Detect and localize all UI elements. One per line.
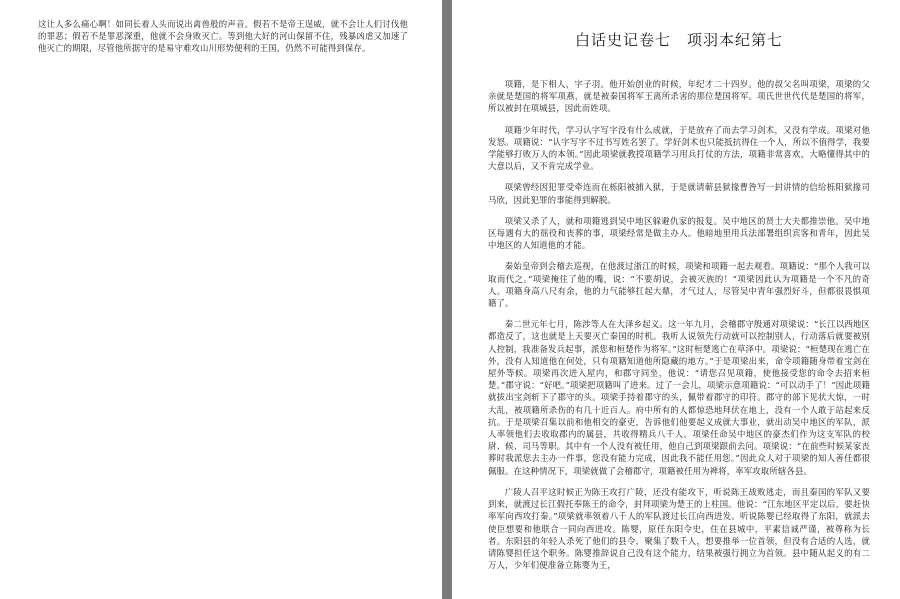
paragraph: 秦始皇帝到会稽去巡视，在他渡过浙江的时候，项梁和项籍一起去观看。项籍说：“那个人我可以取而代之。”项梁掩住了他的嘴，说：“不要胡说，会被灭族的！”项梁因此认为项籍是一个不凡的奇人。项籍身高八尺有余，他的力气能够扛起大鼎，才气过人，尽管吴中青年强烈好斗，但都很畏惧项籍了。	[488, 261, 870, 309]
paragraph: 项籍少年时代，学习认字写字没有什么成就，于是放弃了而去学习剑术，又没有学成。项梁对他发怒。项籍说：“认字写字不过书写姓名罢了。学好剑术也只能抵抗得住一个人，所以不值得学，我要学能够打败万人的本领。”因此项梁就教授项籍学习用兵打仗的方法，项籍非常喜欢，大略懂得其中的大意以后，又不肯完成学业。	[488, 124, 870, 172]
paragraph: 广陵人召平这时候正为陈王攻打广陵，还没有能攻下，听说陈王战败逃走，而且秦国的军队又要到来，就渡过长江假托奉陈王的命令，封拜项梁为楚王的上柱国。他说：“江东地区平定以后，要赶快率军向西攻打秦。”项梁就率领着八千人的军队渡过长江向西进发。听说陈婴已经取得了东阳，就派去使臣想要和他联合一同向西进攻。陈婴，原任东阳令史，住在县城中，平素信诚严谨，被尊称为长者。东阳县的年轻人杀死了他们的县令，聚集了数千人，想要推举一位首领，但没有合适的人选，就请陈婴担任这个职务。陈婴推辞说自己没有这个能力，结果被强行拥立为首领。县中随从起义的有二万人，少年们便准备立陈婴为王，	[488, 486, 870, 571]
page-gutter	[442, 0, 452, 599]
paragraph: 项籍，是下相人，字子羽。他开始创业的时候，年纪才二十四岁。他的叔父名叫项梁，项梁的父亲就是楚国的将军项燕，就是被秦国将军王离所杀害的那位楚国将军。项氏世世代代是楚国的将军，所以被封在项城县，因此而姓项。	[488, 79, 870, 114]
paragraph: 项梁又杀了人，就和项籍逃到吴中地区躲避仇家的报复。吴中地区的贤士大夫都推崇他。吴中地区每遇有大的徭役和丧葬的事，项梁经常是做主办人。他暗地里用兵法部署组织宾客和青年，因此吴中地区的人知道他的才能。	[488, 215, 870, 251]
page-right	[452, 0, 900, 599]
chapter-title: 白话史记卷七 项羽本纪第七	[574, 31, 783, 49]
paragraph: 项梁曾经因犯罪受牵连而在栎阳被捕入狱，于是就请蕲县狱掾曹咎写一封讲情的信给栎阳狱掾司马欣，因此犯罪的事能得到解脱。	[488, 182, 870, 205]
paragraph: 秦二世元年七月，陈涉等人在大泽乡起义。这一年九月，会稽郡守殷通对项梁说：“长江以西地区都造反了，这也就是上天要灭亡秦国的时机。我听人说领先行动就可以控制别人，行动落后就要被别人控制，我准备发兵起事，派您和桓楚作为将军。”这时桓楚逃亡在草泽中。项梁说：“桓楚现在逃亡在外，没有人知道他在何处，只有项籍知道他所隐藏的地方。”于是项梁出来，命令项籍随身带着宝剑在屋外等候。项梁再次进入屋内，和郡守同坐，他说：“请您召见项籍，使他接受您的命令去招来桓楚。”郡守说：“好吧。”项梁把项籍叫了进来。过了一会儿，项梁示意项籍说：“可以动手了！”因此项籍就拔出宝剑斩下了郡守的头。项梁手持着郡守的头，佩带着郡守的印符。郡守的部下见状大惊，一时大乱，被项籍所杀伤的有几十近百人。府中所有的人都惊恐地拜伏在地上，没有一个人敢于站起来反抗。于是项梁召集以前和他相交的豪吏，告诉他们他要起义成就大事业，就出动吴中地区的军队，派人率领他们去收取郡内的属县，共收得精兵八千人。项梁任命吴中地区的豪杰们作为这支军队的校尉、候、司马等职。其中有一个人没有被任用，他自己到项梁跟前去问。项梁说：“在前些时候某家丧葬时我派您去主办一件事，您没有能力完成，因此我不能任用您。”因此众人对于项梁的知人善任都很佩服。在这种情况下，项梁就做了会稽郡守，项籍被任用为裨将，率军攻取所辖各县。	[488, 319, 870, 476]
paragraph: 这让人多么痛心啊！如同长着人头而说出禽兽般的声音。假若不是帝王逞威，就不会让人们讨伐他的罪恶；假若不是罪恶深重，他就不会身败灭亡。等到他大好的河山保留不住，残暴凶虐又加速了他灭亡的期限，尽管他所据守的是易守难攻山川形势便利的王国，仍然不可能得到保存。	[38, 19, 408, 54]
page-left	[0, 0, 442, 599]
